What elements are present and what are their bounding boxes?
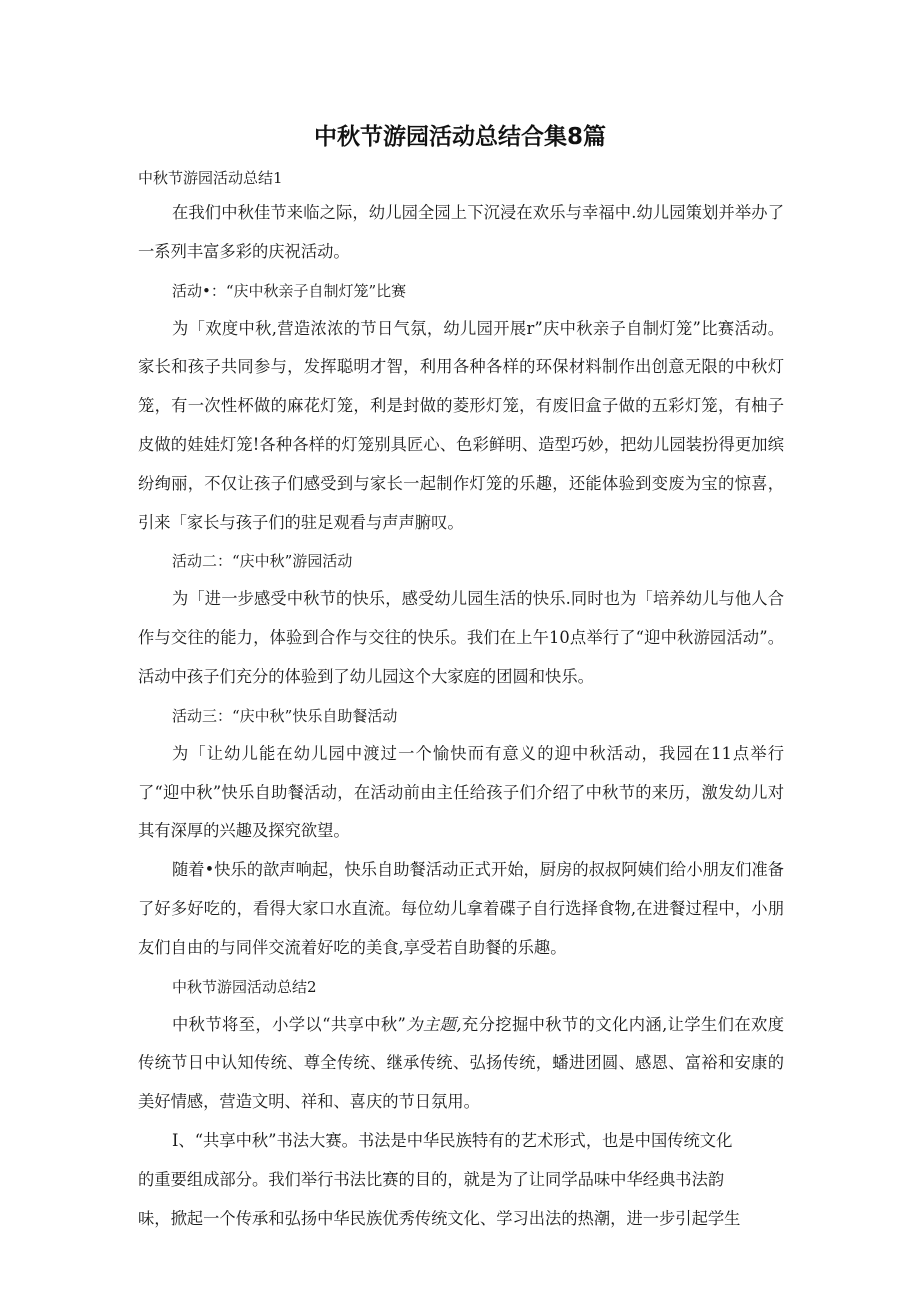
item1-line-1: I、“共享中秋”书法大赛。书法是中华民族特有的艺术形式，也是中国传统文化	[172, 1130, 733, 1150]
activity1-body: 为「欢度中秋,营造浓浓的节日气氛，幼儿园开展r”庆中秋亲子自制灯笼”比赛活动。家长和孩子共同参与，发挥聪明才智，利用各种各样的环保材料制作出创意无限的中秋灯笼，有一次性杯做的麻花灯笼，利是封做的菱形灯笼，有废旧盒子做的五彩灯笼，有柚子皮做的娃娃灯笼!各种各样的灯笼别具匠心、色彩鲜明、造型巧妙，把幼儿园装扮得更加缤纷绚丽，不仅让孩子们感受到与家长一起制作灯笼的乐趣，还能体验到变废为宝的惊喜，引来「家长与孩子们的驻足观看与声声腑叹。	[138, 318, 784, 532]
activity2-title: 活动二：“庆中秋”游园活动	[172, 552, 353, 571]
section2-intro-italic: 为主题,	[405, 1014, 462, 1034]
section2-intro-part-b: 充分挖掘中秋节的文化内涵,让学生们在欢度传统节日中认知传统、尊全传统、继承传统、弘扬传统，蟠进团圆、感恩、富裕和安康的美好情感，营造文明、祥和、喜庆的节日氛用。	[138, 1014, 784, 1112]
section-heading-2: 中秋节游园活动总结2	[172, 977, 317, 996]
section2-intro	[138, 1006, 784, 1122]
document-title: 中秋节游园活动总结合集8篇	[313, 124, 606, 150]
activity2-body: 为「进一步感受中秋节的快乐，感受幼儿园生活的快乐.同时也为「培养幼儿与他人合作与交往的能力，体验到合作与交往的快乐。我们在上午10点举行了“迎中秋游园活动”。活动中孩子们充分的体验到了幼儿园这个大家庭的团圆和快乐。	[138, 589, 784, 686]
item1-line-2: 的重要组成部分。我们举行书法比赛的目的，就是为了让同学品味中华经典书法韵	[138, 1169, 725, 1189]
activity3-title: 活动三：“庆中秋”快乐自助餐活动	[172, 706, 398, 725]
activity1-title: 活动•：“庆中秋亲子自制灯笼”比赛	[172, 281, 407, 300]
activity3-body: 为「让幼儿能在幼儿园中渡过一个愉快而有意义的迎中秋活动，我园在11点举行了“迎中秋”快乐自助餐活动，在活动前由主任给孩子们介绍了中秋节的来历，激发幼儿对其有深厚的兴趣及探究欲望。	[138, 743, 784, 841]
activity3-body-2: 随着•快乐的歆声响起，快乐自助餐活动正式开始，厨房的叔叔阿姨们给小朋友们准备了好多好吃的，看得大家口水直流。每位幼儿拿着碟子自行选择食物,在进餐过程中，小朋友们自由的与同伴交流着好吃的美食,享受若自助餐的乐趣。	[138, 860, 785, 957]
item1-line-3: 味，掀起一个传承和弘扬中华民族优秀传统文化、学习出法的热潮，进一步引起学生	[138, 1208, 741, 1228]
section-heading-1: 中秋节游园活动总结1	[138, 169, 283, 187]
document-body	[138, 164, 784, 1238]
section2-intro-part-a: 中秋节将至，小学以“共享中秋”	[172, 1014, 406, 1034]
section1-intro: 在我们中秋佳节来临之际，幼儿园全园上下沉浸在欢乐与幸福中.幼儿园策划并举办了一系列丰富多彩的庆祝活动。	[138, 203, 784, 261]
